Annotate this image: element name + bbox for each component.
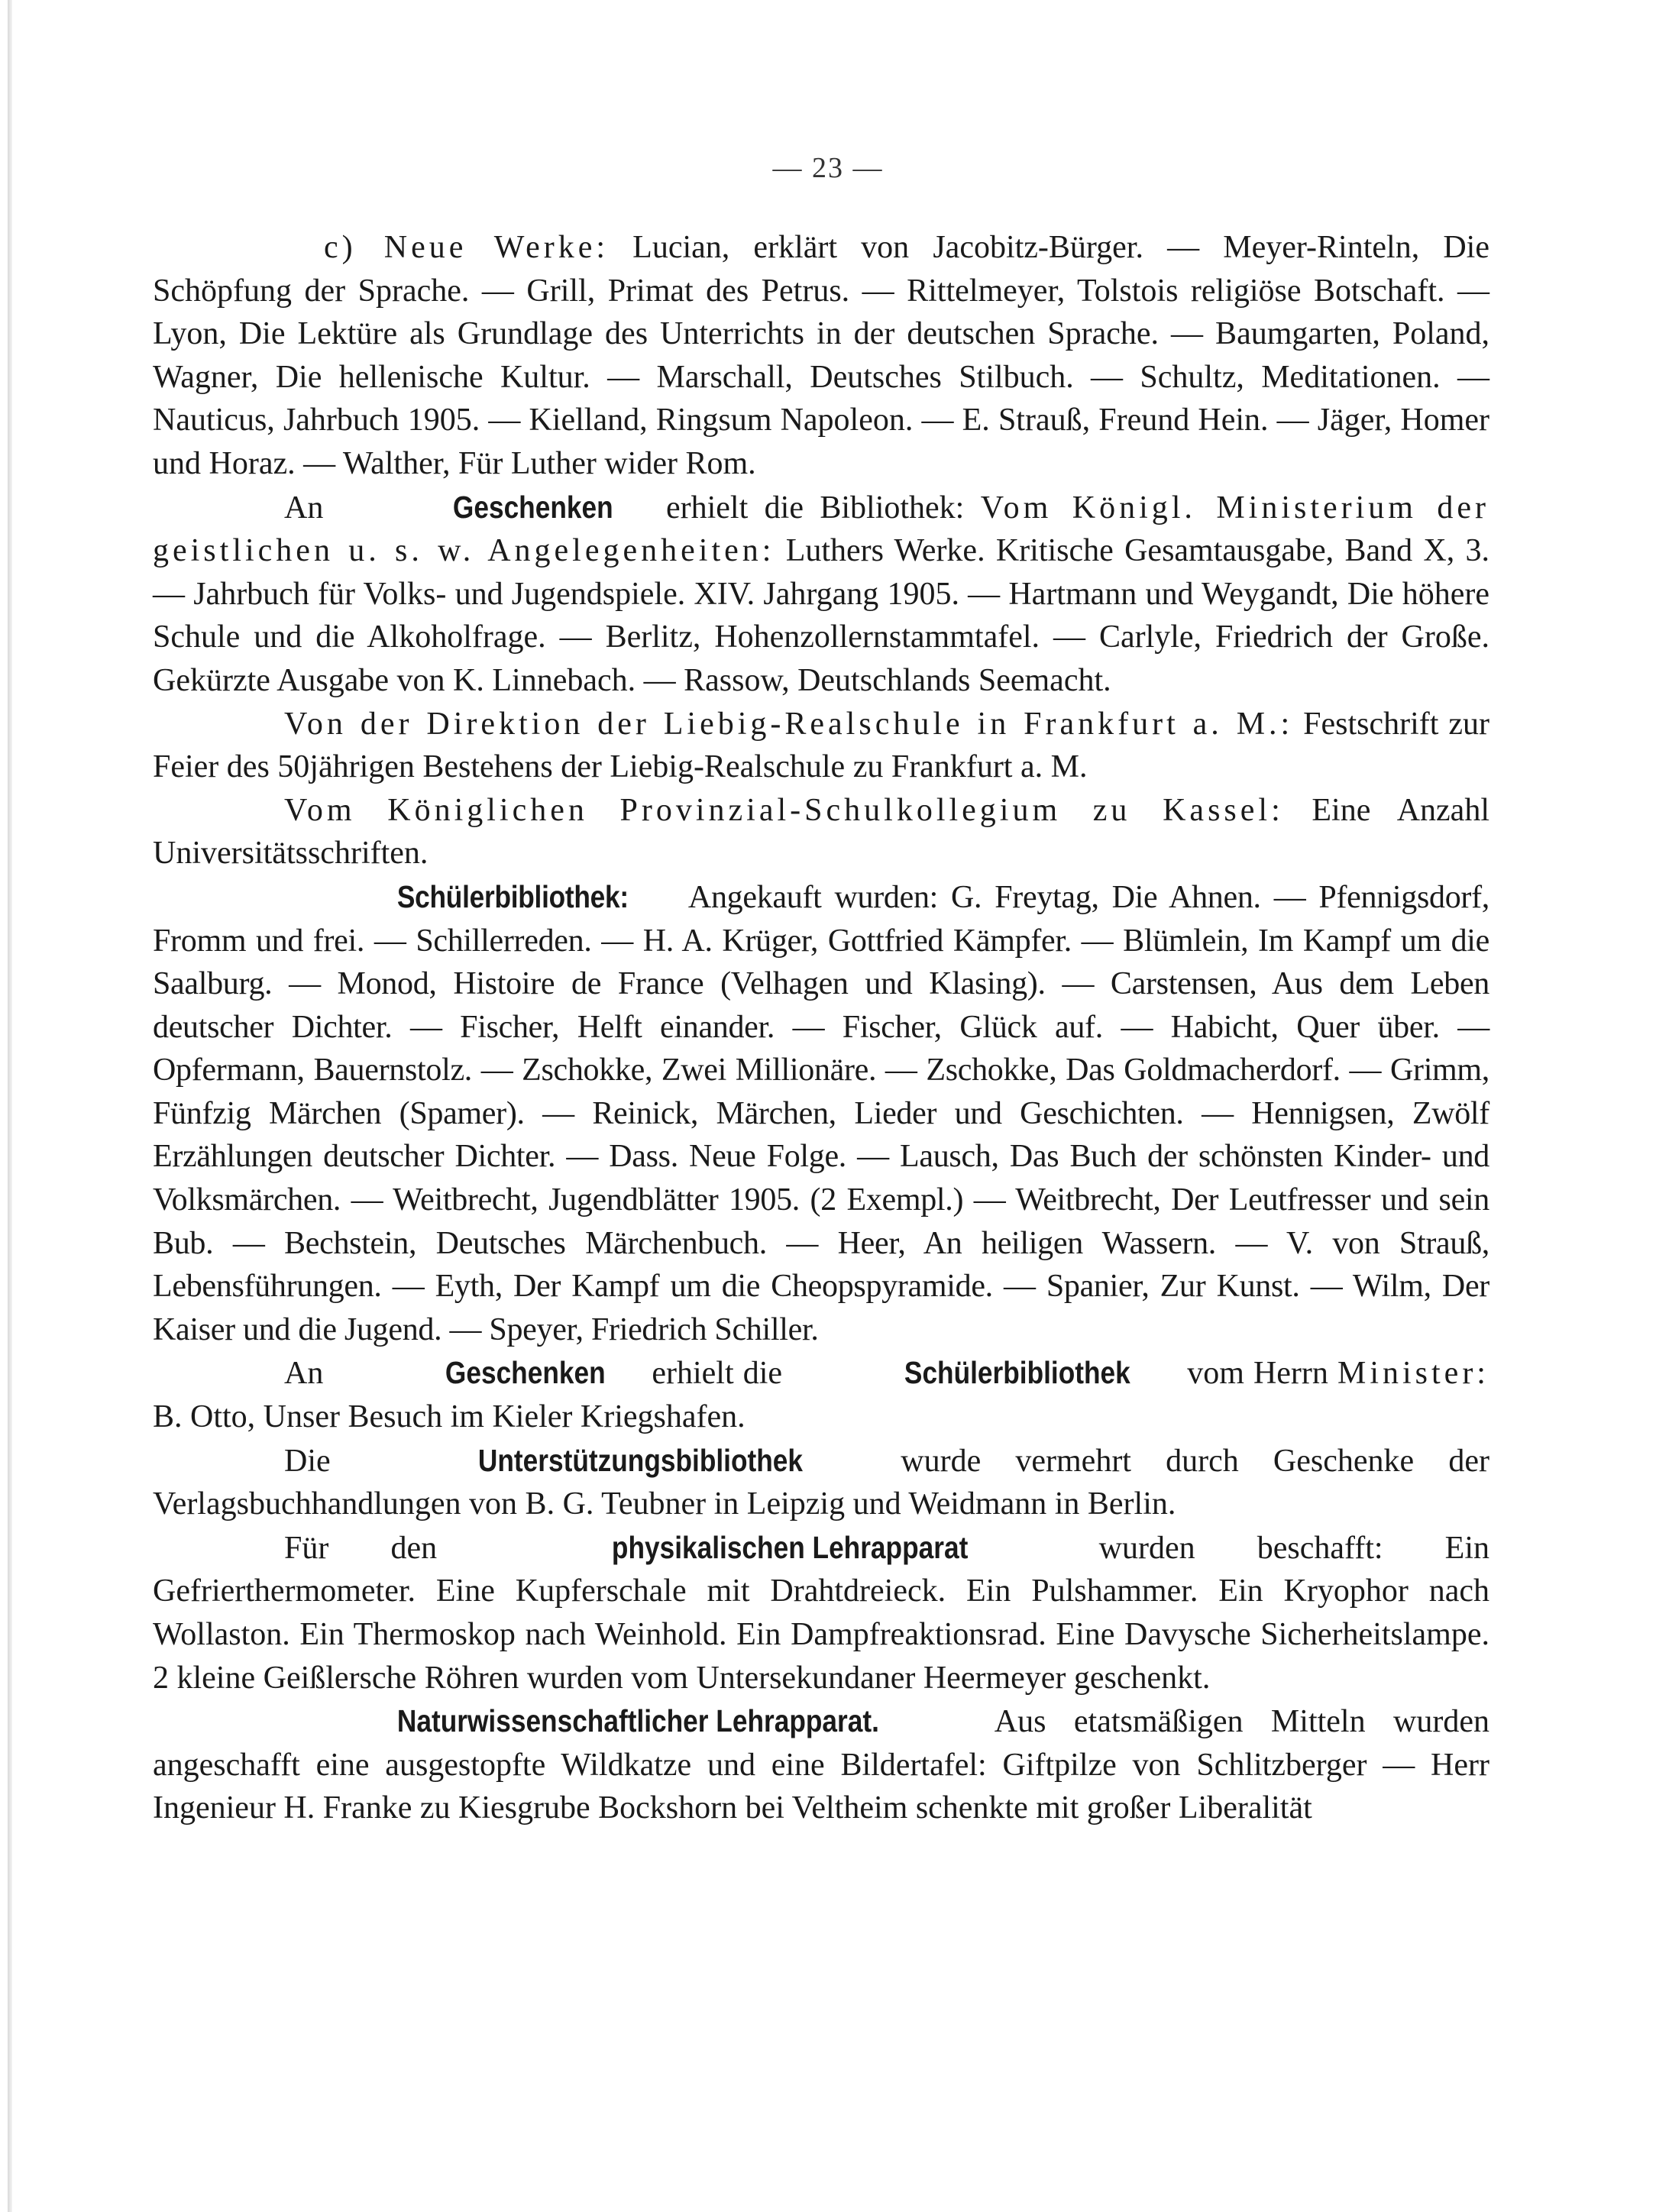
paragraph-liebig-realschule [153,703,1489,789]
donor-name: Von der Direktion der Liebig-Realschule in Frankfurt a. M.: [284,706,1294,742]
paragraph-text: B. Otto, Unser Besuch im Kieler Kriegshafen. [153,1399,746,1435]
paragraph-text: Angekauft wurden: G. Freytag, Die Ahnen. — Pfennigsdorf, Fromm und frei. — Schillerreden. — H. A. Krüger, Gottfried Kämpfer. — Blümlein, Im Kampf um die Saalburg. — Monod, Histoire de France (Velhagen und Klasing). — Carstensen, Aus dem Leben deutscher Dichter. — Fischer, Helft einander. — Fischer, Glück auf. — Habicht, Quer über. — Opfermann, Bauernstolz. — Zschokke, Zwei Millionäre. — Zschokke, Das Goldmacherdorf. — Grimm, Fünfzig Märchen (Spamer). — Reinick, Märchen, Lieder und Geschichten. — Hennigsen, Zwölf Erzählungen deutscher Dichter. — Dass. Neue Folge. — Lausch, Das Buch der schönsten Kinder- und Volksmärchen. — Weitbrecht, Jugendblätter 1905. (2 Exempl.) — Weitbrecht, Der Leutfresser und sein Bub. — Bechstein, Deutsches Märchenbuch. — Heer, An heiligen Wassern. — V. von Strauß, Lebensführungen. — Eyth, Der Kampf um die Cheopspyramide. — Spanier, Zur Kunst. — Wilm, Der Kaiser und die Jugend. — Speyer, Friedrich Schiller. [153,879,1489,1347]
paragraph-text: wurden beschafft: Ein Gefrierthermometer. Eine Kupferschale mit Drahtdreieck. Ein Pulshammer. Ein Kryophor nach Wollaston. Ein Thermoskop nach Weinhold. Ein Dampfreaktionsrad. Eine Davysche Sicherheitslampe. 2 kleine Geißlersche Röhren wurden vom Untersekundaner Heermeyer geschenkt. [153,1530,1489,1696]
paragraph-intro-cont-2: vom Herrn [1178,1356,1337,1392]
paragraph-intro: Für den [284,1530,500,1566]
paragraph-neue-werke [153,226,1489,486]
paragraph-geschenken-bibliothek [153,486,1489,703]
paragraph-text: Aus etatsmäßigen Mitteln wurden angeschafft eine ausgestopfte Wildkatze und eine Bildertafel: Giftpilze von Schlitzberger — Herr Ingenieur H. Franke zu Kiesgrube Bockshorn bei Veltheim schenkte mit großer Liberalität [153,1704,1489,1826]
paragraph-geschenken-schuelerbibliothek [153,1351,1489,1438]
paragraph-intro-cont: erhielt die Bibliothek: [649,490,981,526]
paragraph-text: Luthers Werke. Kritische Gesamtausgabe, Band X, 3. — Jahrbuch für Volks- und Jugendspiele. XIV. Jahrgang 1905. — Hartmann und Weygandt, Die höhere Schule und die Alkoholfrage. — Berlitz, Hohenzollernstammtafel. — Carlyle, Friedrich der Große. Gekürzte Ausgabe von K. Linnebach. — Rassow, Deutschlands Seemacht. [153,533,1489,698]
paragraph-text: Festschrift zur Feier des 50jährigen Bestehens der Liebig-Realschule zu Frankfurt a. M. [153,706,1489,785]
inline-heading: Naturwissenschaftlicher Lehrapparat. [396,1703,879,1739]
paragraph-schuelerbibliothek [153,875,1489,1352]
paragraph-unterstuetzungsbibliothek [153,1439,1489,1526]
paragraph-text: Lucian, erklärt von Jacobitz-Bürger. — Meyer-Rinteln, Die Schöpfung der Sprache. — Grill, Primat des Petrus. — Rittelmeyer, Tolstois religiöse Botschaft. — Lyon, Die Lektüre als Grundlage des Unterrichts in der deutschen Sprache. — Baumgarten, Poland, Wagner, Die hellenische Kultur. — Marschall, Deutsches Stilbuch. — Schultz, Meditationen. — Nauticus, Jahrbuch 1905. — Kielland, Ringsum Napoleon. — E. Strauß, Freund Hein. — Jäger, Homer und Horaz. — Walther, Für Luther wider Rom. [153,230,1489,481]
inline-heading: Schülerbibliothek: [396,878,629,914]
paragraph-intro: An [284,490,340,526]
inline-heading: Geschenken [452,489,613,525]
page-number: — 23 — [772,152,884,184]
donor-name: Minister: [1337,1356,1489,1392]
paragraph-intro: Die [284,1443,365,1479]
paragraph-intro-cont: erhielt die [642,1356,792,1392]
paragraph-naturwissenschaftlicher-lehrapparat [153,1699,1489,1830]
donor-name: Vom Königl. Ministerium der geistlichen u. s. w. Angelegenheiten: [153,490,1489,569]
inline-heading: Unterstützungsbibliothek [477,1442,803,1478]
paragraph-label: c) Neue Werke: [324,230,610,265]
paragraph-intro: An [284,1356,333,1392]
body-text [153,226,1489,1830]
paragraph-physikalischer-lehrapparat [153,1526,1489,1699]
inline-heading: Geschenken [445,1355,606,1391]
binding-edge [8,0,12,2212]
inline-heading-secondary: Schülerbibliothek [904,1355,1130,1391]
paragraph-text: Eine Anzahl Universitätsschriften. [153,792,1489,872]
inline-heading: physikalischen Lehrapparat [612,1529,969,1565]
paragraph-text: wurde vermehrt durch Geschenke der Verlagsbuchhandlungen von B. G. Teubner in Leipzig und Weidmann in Berlin. [153,1443,1489,1522]
donor-name: Vom Königlichen Provinzial-Schulkollegium zu Kassel: [284,792,1284,828]
paragraph-provinzial-schulkollegium [153,789,1489,875]
